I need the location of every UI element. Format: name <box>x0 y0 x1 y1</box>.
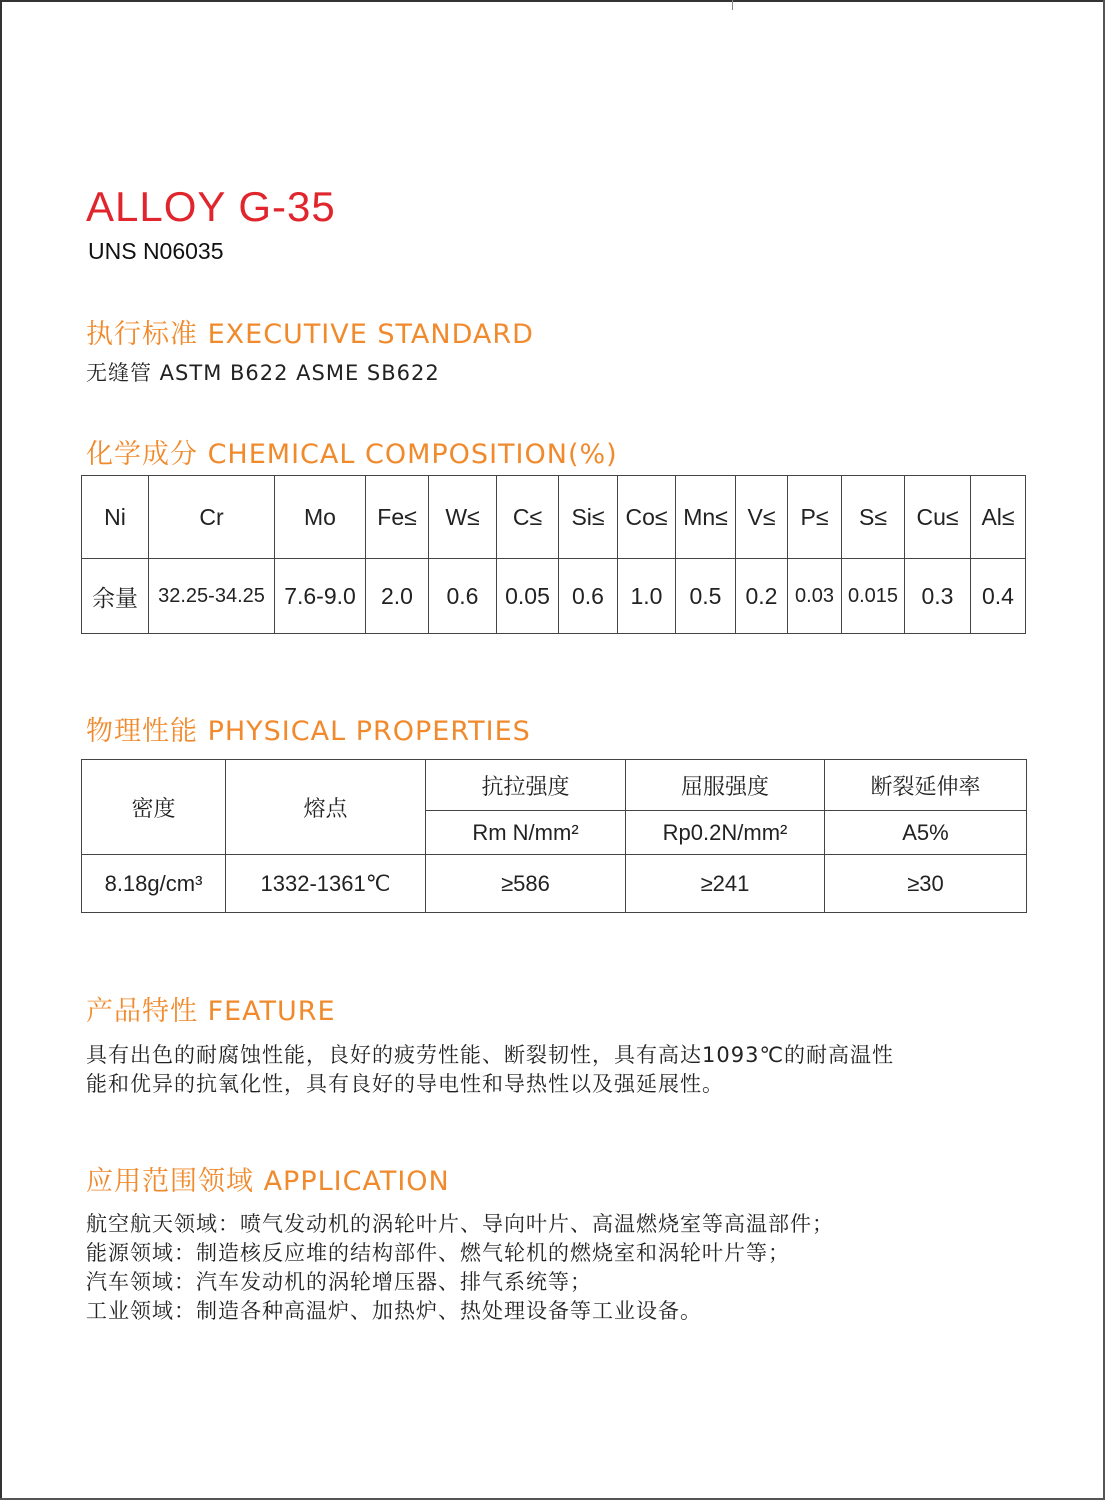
element-header: P≤ <box>788 476 842 559</box>
tensile-strength-label: 抗拉强度 <box>426 760 626 811</box>
chemical-value-row <box>82 559 1026 634</box>
element-value: 0.03 <box>788 559 842 634</box>
element-value: 2.0 <box>366 559 429 634</box>
yield-strength-unit: Rp0.2N/mm² <box>626 811 825 855</box>
element-value: 0.4 <box>971 559 1026 634</box>
element-value: 32.25-34.25 <box>149 559 275 634</box>
element-value: 0.6 <box>559 559 618 634</box>
yield-strength-value: ≥241 <box>626 855 825 913</box>
element-header: Cu≤ <box>905 476 971 559</box>
physical-heading: 物理性能 PHYSICAL PROPERTIES <box>86 716 531 747</box>
feature-heading: 产品特性 FEATURE <box>86 996 336 1027</box>
yield-strength-label: 屈服强度 <box>626 760 825 811</box>
application-line: 能源领域：制造核反应堆的结构部件、燃气轮机的燃烧室和涡轮叶片等； <box>86 1241 790 1265</box>
physical-properties-table <box>81 759 1027 913</box>
tensile-strength-value: ≥586 <box>426 855 626 913</box>
application-line: 工业领域：制造各种高温炉、加热炉、热处理设备等工业设备。 <box>86 1299 702 1323</box>
application-line: 汽车领域：汽车发动机的涡轮增压器、排气系统等； <box>86 1270 592 1294</box>
elongation-value: ≥30 <box>825 855 1027 913</box>
element-header: Mn≤ <box>676 476 736 559</box>
chemical-composition-table <box>81 475 1026 634</box>
melting-point-value: 1332-1361℃ <box>226 855 426 913</box>
element-header: Ni <box>82 476 149 559</box>
element-value: 0.6 <box>429 559 497 634</box>
element-header: Fe≤ <box>366 476 429 559</box>
standard-heading: 执行标准 EXECUTIVE STANDARD <box>86 319 534 350</box>
element-header: Mo <box>275 476 366 559</box>
element-header: Al≤ <box>971 476 1026 559</box>
element-value: 余量 <box>82 559 149 634</box>
element-header: W≤ <box>429 476 497 559</box>
element-value: 0.3 <box>905 559 971 634</box>
element-value: 0.2 <box>736 559 788 634</box>
element-header: C≤ <box>497 476 559 559</box>
element-header: S≤ <box>842 476 905 559</box>
uns-number: UNS N06035 <box>88 238 224 264</box>
chemical-heading: 化学成分 CHEMICAL COMPOSITION(%) <box>86 439 618 470</box>
elongation-unit: A5% <box>825 811 1027 855</box>
page-border-top <box>0 0 1105 2</box>
crop-mark <box>732 0 733 10</box>
element-header: Cr <box>149 476 275 559</box>
element-header: Si≤ <box>559 476 618 559</box>
application-heading: 应用范围领域 APPLICATION <box>86 1166 450 1197</box>
feature-line: 能和优异的抗氧化性，具有良好的导电性和导热性以及强延展性。 <box>86 1072 724 1096</box>
element-value: 0.05 <box>497 559 559 634</box>
chemical-header-row <box>82 476 1026 559</box>
element-value: 1.0 <box>618 559 676 634</box>
elongation-label: 断裂延伸率 <box>825 760 1027 811</box>
element-header: V≤ <box>736 476 788 559</box>
page-border-left <box>0 0 2 1500</box>
tensile-strength-unit: Rm N/mm² <box>426 811 626 855</box>
standard-line: 无缝管 ASTM B622 ASME SB622 <box>86 361 440 385</box>
element-value: 0.015 <box>842 559 905 634</box>
density-value: 8.18g/cm³ <box>82 855 226 913</box>
melting-point-label: 熔点 <box>226 760 426 855</box>
element-value: 7.6-9.0 <box>275 559 366 634</box>
element-value: 0.5 <box>676 559 736 634</box>
density-label: 密度 <box>82 760 226 855</box>
feature-line: 具有出色的耐腐蚀性能，良好的疲劳性能、断裂韧性，具有高达1093℃的耐高温性 <box>86 1043 895 1067</box>
alloy-title: ALLOY G-35 <box>86 183 336 230</box>
application-line: 航空航天领域：喷气发动机的涡轮叶片、导向叶片、高温燃烧室等高温部件； <box>86 1212 834 1236</box>
element-header: Co≤ <box>618 476 676 559</box>
